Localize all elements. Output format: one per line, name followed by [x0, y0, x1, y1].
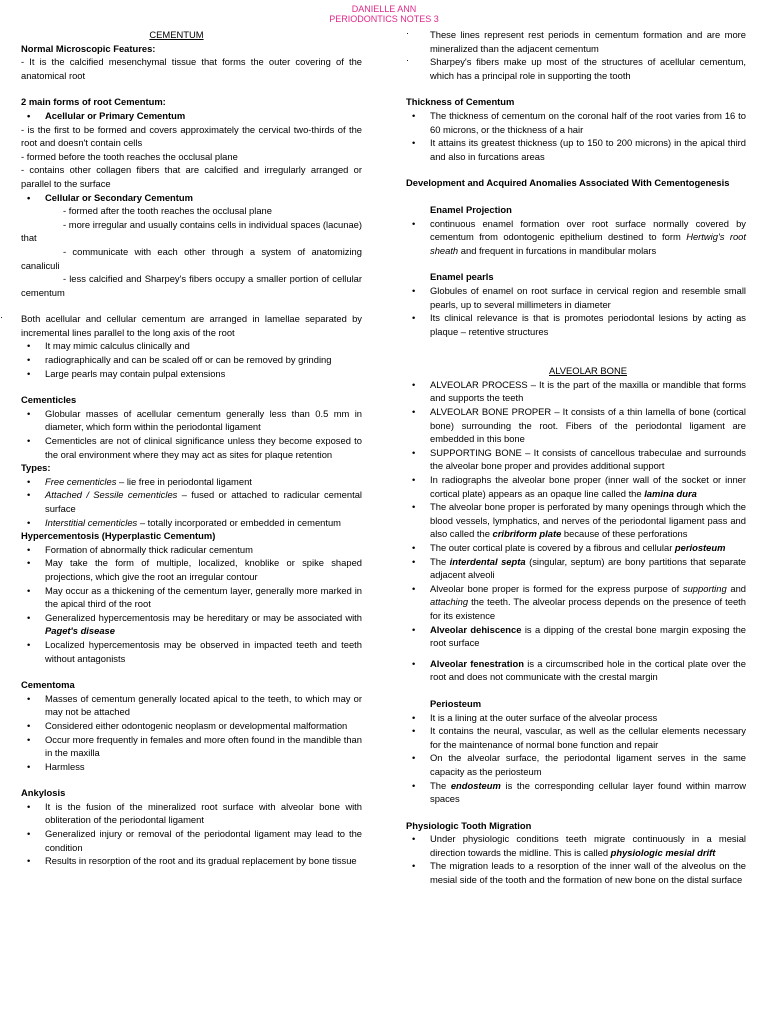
cementicles-heading: Cementicles: [21, 394, 77, 406]
cellular-4: - less calcified and Sharpey's fibers occupy a smaller portion of cellular cementum: [21, 273, 362, 298]
list-item: • Considered either odontogenic neoplasm or developmental malformation: [27, 719, 348, 731]
ab-purpose: • Alveolar bone proper is formed for the express purpose of supporting and attaching the teeth. The alveolar process depends on the presence of teeth for its existence: [412, 582, 746, 621]
bullet-marker: •: [27, 733, 31, 745]
type-free: • Free cementicles – lie free in periodontal ligament: [27, 475, 252, 487]
list-item: • Generalized injury or removal of the periodontal ligament may lead to the condition: [27, 828, 362, 853]
enamel-projection-item: • continuous enamel formation over root surface normally covered by cementum from odontogenic epithelium destined to form Hertwig's root sheath and frequent in furcations in mandibular molars: [412, 217, 747, 256]
bullet-marker: •: [412, 109, 416, 121]
acellular-1: - is the first to be formed and covers approximately the cervical two-thirds of the root and doesn't contain cells: [21, 123, 362, 149]
list-item: • Cementicles are not of clinical significance unless they become exposed to the oral environment where they may act as sites for plaque retention: [27, 435, 362, 460]
ab-process: • ALVEOLAR PROCESS – It is the part of the maxilla or mandible that forms and supports the teeth: [412, 378, 746, 404]
bullet-marker: ·: [406, 54, 410, 66]
bullet-marker: •: [27, 800, 31, 812]
hyper-heading: Hypercementosis (Hyperplastic Cementum): [21, 530, 216, 542]
cellular-label: Cellular or Secondary Cementum: [45, 191, 193, 203]
list-item: • It may mimic calculus clinically and: [27, 340, 190, 352]
forms-heading: 2 main forms of root Cementum:: [21, 96, 166, 108]
enamel-projection-heading: Enamel Projection: [430, 203, 512, 215]
ankylosis-heading: Ankylosis: [21, 787, 66, 799]
bullet-marker: •: [27, 557, 31, 569]
cementicles-bullets: [21, 407, 362, 461]
cellular-1: - formed after the tooth reaches the occlusal plane: [63, 205, 272, 217]
bullet-marker: •: [27, 760, 31, 772]
right-column: [406, 28, 746, 887]
cellular-3: - communicate with each other through a system of anatomizing canaliculi: [21, 245, 362, 271]
bullet-marker: •: [27, 191, 31, 203]
list-item: • Its clinical relevance is that is promotes periodontal lesions by acting as plaque – retentive structures: [412, 312, 746, 337]
header-subtitle: PERIODONTICS NOTES 3: [329, 14, 439, 24]
list-item: • Large pearls may contain pulpal extensions: [27, 367, 226, 379]
enamel-pearls-bullets: [406, 284, 746, 338]
cellular-item: [21, 191, 362, 205]
list-item: · Sharpey's fibers make up most of the structures of acellular cementum, which has a principal role in supporting the tooth: [406, 54, 746, 81]
ab-proper: • ALVEOLAR BONE PROPER – It consists of a thin lamella of bone (cortical bone) surrounding the root. Fibers of the periodontal ligament are embedded in this bone: [412, 406, 746, 445]
cementum-title: CEMENTUM: [149, 29, 204, 40]
ab-septa: • The interdental septa (singular, septum) are bony partitions that separate adjacent alveoli: [412, 555, 746, 581]
bullet-marker: ·: [406, 27, 410, 38]
acellular-item: [21, 109, 362, 123]
hyper-localized: • Localized hypercementosis may be observed in impacted teeth and teeth without antagonists: [27, 638, 362, 664]
bullet-marker: •: [27, 109, 31, 121]
acellular-2: - formed before the tooth reaches the occlusal plane: [21, 150, 238, 162]
both-forms-text: · Both acellular and cellular cementum are arranged in lamellae separated by incremental lines parallel to the long axis of the root: [0, 311, 362, 338]
acellular-label: Acellular or Primary Cementum: [45, 109, 186, 121]
list-item: • Results in resorption of the root and its gradual replacement by bone tissue: [27, 855, 357, 867]
top-tick-items: [406, 28, 746, 82]
bullet-marker: •: [27, 692, 31, 704]
thickness-heading: Thickness of Cementum: [406, 96, 515, 108]
endosteum-item: • The endosteum is the corresponding cellular layer found within marrow spaces: [412, 779, 746, 805]
bullet-marker: •: [412, 711, 416, 723]
hyper-pagets: • Generalized hypercementosis may be hereditary or may be associated with Paget's disease: [27, 611, 362, 637]
thickness-bullets: [406, 109, 746, 163]
list-item: • Globular masses of acellular cementum generally less than 0.5 mm in diameter, which form within the periodontal ligament: [27, 407, 362, 433]
types-heading: Types:: [21, 462, 51, 474]
bullet-marker: •: [27, 354, 31, 366]
bullet-marker: •: [27, 584, 31, 596]
list-item: • Formation of abnormally thick radicular cementum: [27, 543, 253, 555]
left-column: [0, 28, 362, 868]
periosteum-heading: Periosteum: [430, 697, 482, 709]
ab-radiographs: • In radiographs the alveolar bone proper (inner wall of the socket or inner cortical plate) appears as an opaque line called the lamina dura: [412, 474, 746, 499]
bullet-marker: •: [27, 435, 31, 447]
bullet-marker: •: [412, 137, 416, 149]
enamel-pearls-heading: Enamel pearls: [430, 271, 494, 283]
bullet-marker: •: [412, 725, 416, 737]
bullet-marker: •: [27, 340, 31, 352]
list-item: • It attains its greatest thickness (up to 150 to 200 microns) in the apical third and also in furcations areas: [412, 137, 746, 162]
development-heading: Development and Acquired Anomalies Associated With Cementogenesis: [406, 177, 730, 189]
cementoma-heading: Cementoma: [21, 679, 75, 691]
migration-resorption: • The migration leads to a resorption of the inner wall of the alveolus on the mesial side of the tooth and the formation of new bone on the distal surface: [412, 860, 746, 886]
normal-heading: Normal Microscopic Features:: [21, 42, 156, 54]
bullet-marker: •: [27, 367, 31, 379]
hyper-bullets: [21, 543, 362, 611]
list-item: • It contains the neural, vascular, as well as the cellular elements necessary for the maintenance of normal bone function and repair: [412, 725, 746, 750]
ab-periosteum: • The outer cortical plate is covered by a fibrous and cellular periosteum: [412, 542, 726, 553]
bullet-marker: •: [27, 543, 31, 555]
bullet-marker: •: [27, 855, 31, 867]
ab-dehiscence: • Alveolar dehiscence is a dipping of the crestal bone margin exposing the root surface: [412, 623, 746, 649]
cellular-2: - more irregular and usually contains cells in individual spaces (lacunae) that: [21, 218, 362, 244]
ab-cribriform: • The alveolar bone proper is perforated by many openings through which the blood vessels, lymphatics, and nerves of the periodontal ligament pass and also called the cribriform plate because of these perforations: [412, 501, 746, 540]
ab-fenestration: • Alveolar fenestration is a circumscribed hole in the cortical plate over the root and does not communicate with the crestal margin: [412, 657, 746, 683]
bullet-marker: •: [412, 312, 416, 324]
both-bullets: [21, 339, 362, 380]
list-item: • Occur more frequently in females and more often found in the mandible than in the maxilla: [27, 733, 362, 759]
bullet-marker: •: [412, 284, 416, 296]
tick-marker: ·: [0, 311, 4, 323]
bullet-marker: •: [27, 407, 31, 419]
list-item: • On the alveolar surface, the periodontal ligament serves in the same capacity as the periosteum: [412, 752, 746, 777]
type-attached: • Attached / Sessile cementicles – fused or attached to radicular cemental surface: [27, 489, 362, 514]
list-item: • It is a lining at the outer surface of the alveolar process: [412, 711, 658, 723]
list-item: • Masses of cementum generally located apical to the teeth, to which may or may not be attached: [27, 692, 362, 718]
migration-heading: Physiologic Tooth Migration: [406, 819, 532, 831]
list-item: • The thickness of cementum on the coronal half of the root varies from 16 to 60 microns, or the thickness of a hair: [412, 109, 746, 135]
bullet-marker: •: [27, 719, 31, 731]
bullet-marker: •: [27, 828, 31, 840]
list-item: · These lines represent rest periods in cementum formation and are more mineralized than the adjacent cementum: [406, 27, 746, 54]
periosteum-bullets: [406, 711, 746, 779]
list-item: • May take the form of multiple, localized, knoblike or spike shaped projections, which give the root an irregular contour: [27, 557, 362, 582]
ab-supporting: • SUPPORTING BONE – It consists of cancellous trabeculae and surrounds the alveolar bone proper and provides additional support: [412, 446, 746, 472]
bullet-marker: •: [412, 752, 416, 764]
acellular-3: - contains other collagen fibers that are calcified and irregularly arranged or parallel to the surface: [21, 164, 362, 189]
header-name: DANIELLE ANN: [351, 4, 417, 14]
list-item: • It is the fusion of the mineralized root surface with alveolar bone with obliteration of the periodontal ligament: [27, 800, 362, 826]
list-item: • Globules of enamel on root surface in cervical region and resemble small pearls, up to several millimeters in diameter: [412, 284, 746, 310]
cementoma-bullets: [21, 692, 362, 774]
migration-drift: • Under physiologic conditions teeth migrate continuously in a mesial direction towards the midline. This is called physiologic mesial drift: [412, 833, 746, 858]
ankylosis-bullets: [21, 800, 362, 868]
list-item: • May occur as a thickening of the cementum layer, generally more marked in the apical third of the root: [27, 584, 362, 610]
normal-text: - It is the calcified mesenchymal tissue that forms the outer covering of the anatomical root: [21, 56, 362, 81]
list-item: • radiographically and can be scaled off or can be removed by grinding: [27, 354, 332, 366]
list-item: • Harmless: [27, 760, 85, 772]
alveolar-bone-title: ALVEOLAR BONE: [549, 365, 627, 377]
type-interstitial: • Interstitial cementicles – totally incorporated or embedded in cementum: [27, 516, 341, 528]
